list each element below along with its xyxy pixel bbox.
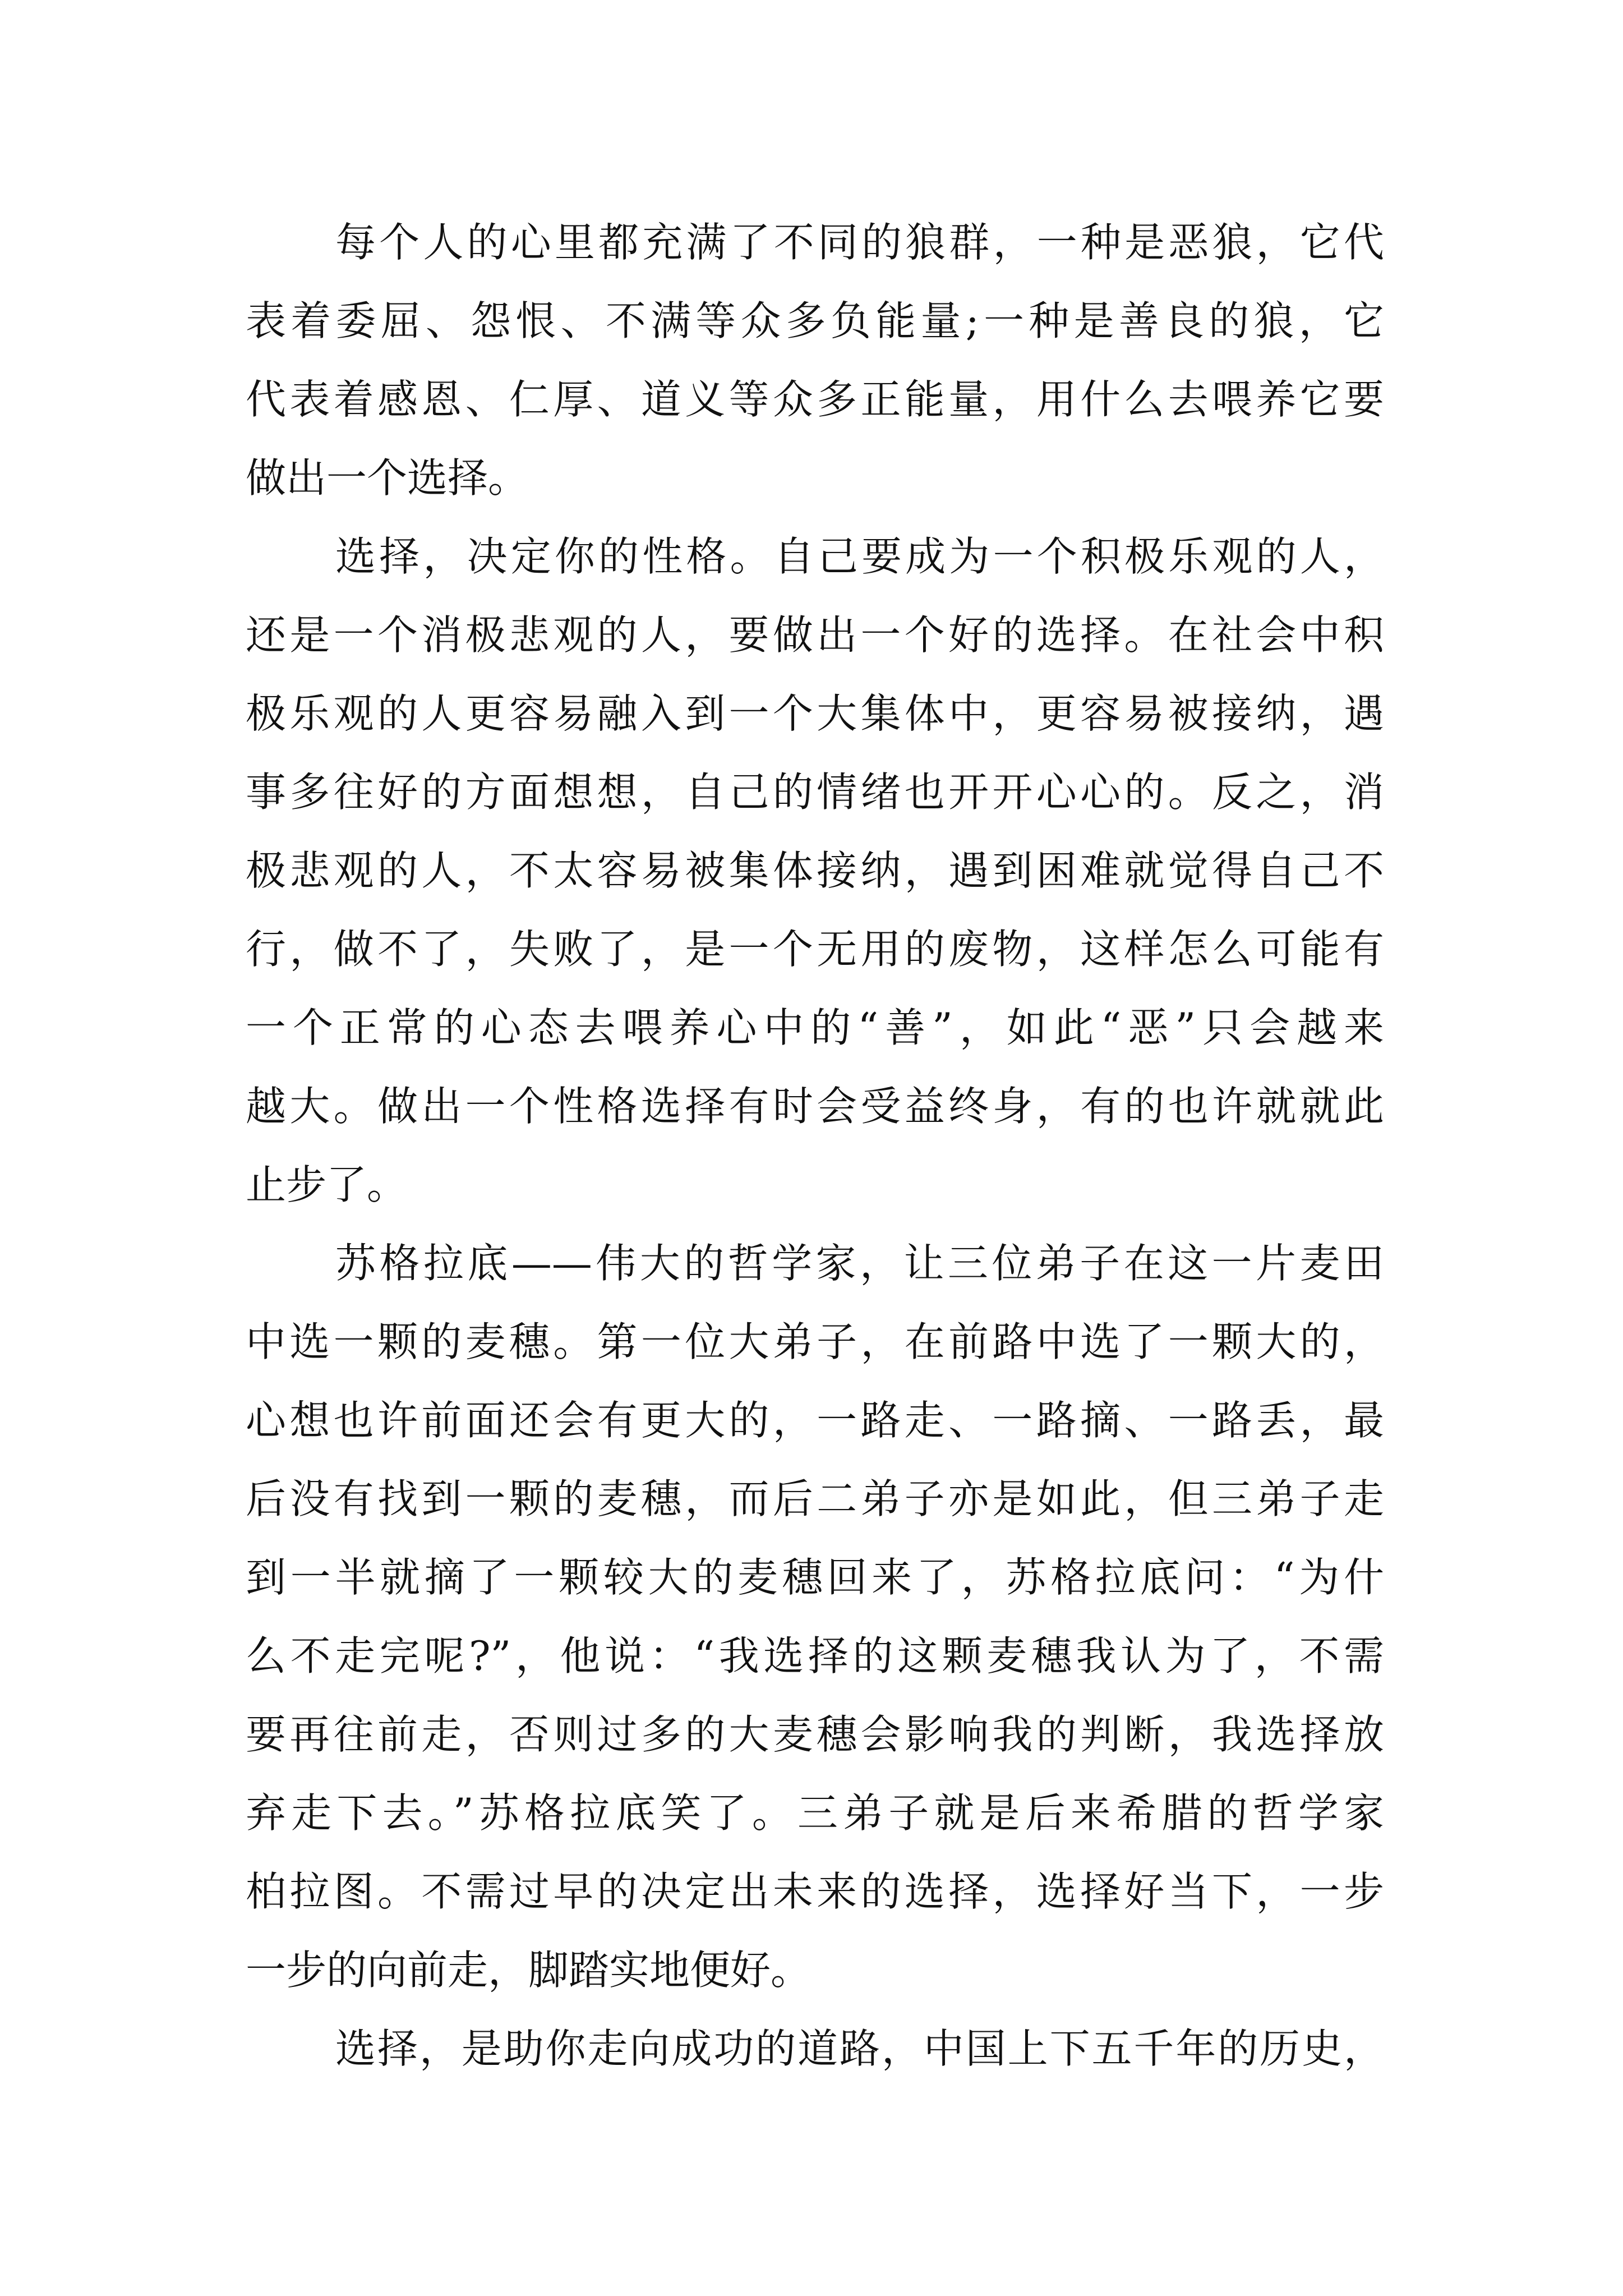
text-line: 心想也许前面还会有更大的，一路走、一路摘、一路丢，最 bbox=[246, 1397, 1384, 1444]
text-line: 选择，决定你的性格。自己要成为一个积极乐观的人， bbox=[335, 533, 1384, 580]
text-line: 代表着感恩、仁厚、道义等众多正能量，用什么去喂养它要 bbox=[246, 376, 1384, 423]
text-line: 弃走下去。”苏格拉底笑了。三弟子就是后来希腊的哲学家 bbox=[246, 1789, 1384, 1837]
text-line: 极悲观的人，不太容易被集体接纳，遇到困难就觉得自己不 bbox=[246, 847, 1384, 894]
text-line: 到一半就摘了一颗较大的麦穗回来了，苏格拉底问：“为什 bbox=[246, 1554, 1384, 1601]
text-line: 要再往前走，否则过多的大麦穗会影响我的判断，我选择放 bbox=[246, 1711, 1384, 1758]
text-line: 表着委屈、怨恨、不满等众多负能量;一种是善良的狼，它 bbox=[246, 297, 1384, 344]
text-line: 后没有找到一颗的麦穗，而后二弟子亦是如此，但三弟子走 bbox=[246, 1475, 1384, 1522]
paragraph bbox=[246, 1224, 1384, 2009]
paragraph bbox=[246, 2009, 1384, 2088]
paragraph bbox=[246, 517, 1384, 1224]
text-line: 事多往好的方面想想，自己的情绪也开开心心的。反之，消 bbox=[246, 769, 1384, 816]
text-line: 柏拉图。不需过早的决定出未来的选择，选择好当下，一步 bbox=[246, 1868, 1384, 1915]
text-line: 做出一个选择。 bbox=[246, 454, 529, 501]
text-line: 选择，是助你走向成功的道路，中国上下五千年的历史， bbox=[335, 2025, 1384, 2072]
text-line: 越大。做出一个性格选择有时会受益终身，有的也许就就此 bbox=[246, 1083, 1384, 1130]
text-line: 中选一颗的麦穗。第一位大弟子，在前路中选了一颗大的， bbox=[246, 1318, 1384, 1365]
text-line: 一个正常的心态去喂养心中的“善”，如此“恶”只会越来 bbox=[246, 1004, 1384, 1051]
text-line: 苏格拉底——伟大的哲学家，让三位弟子在这一片麦田 bbox=[335, 1240, 1384, 1287]
text-line: 还是一个消极悲观的人，要做出一个好的选择。在社会中积 bbox=[246, 611, 1384, 659]
text-line: 行，做不了，失败了，是一个无用的废物，这样怎么可能有 bbox=[246, 926, 1384, 973]
text-line: 一步的向前走，脚踏实地便好。 bbox=[246, 1947, 811, 1994]
text-line: 极乐观的人更容易融入到一个大集体中，更容易被接纳，遇 bbox=[246, 690, 1384, 737]
text-line: 每个人的心里都充满了不同的狼群，一种是恶狼，它代 bbox=[335, 219, 1384, 266]
paragraph bbox=[246, 203, 1384, 517]
document-body bbox=[246, 203, 1384, 2088]
text-line: 么不走完呢?”，他说：“我选择的这颗麦穗我认为了，不需 bbox=[246, 1632, 1384, 1680]
text-line: 止步了。 bbox=[246, 1161, 408, 1208]
